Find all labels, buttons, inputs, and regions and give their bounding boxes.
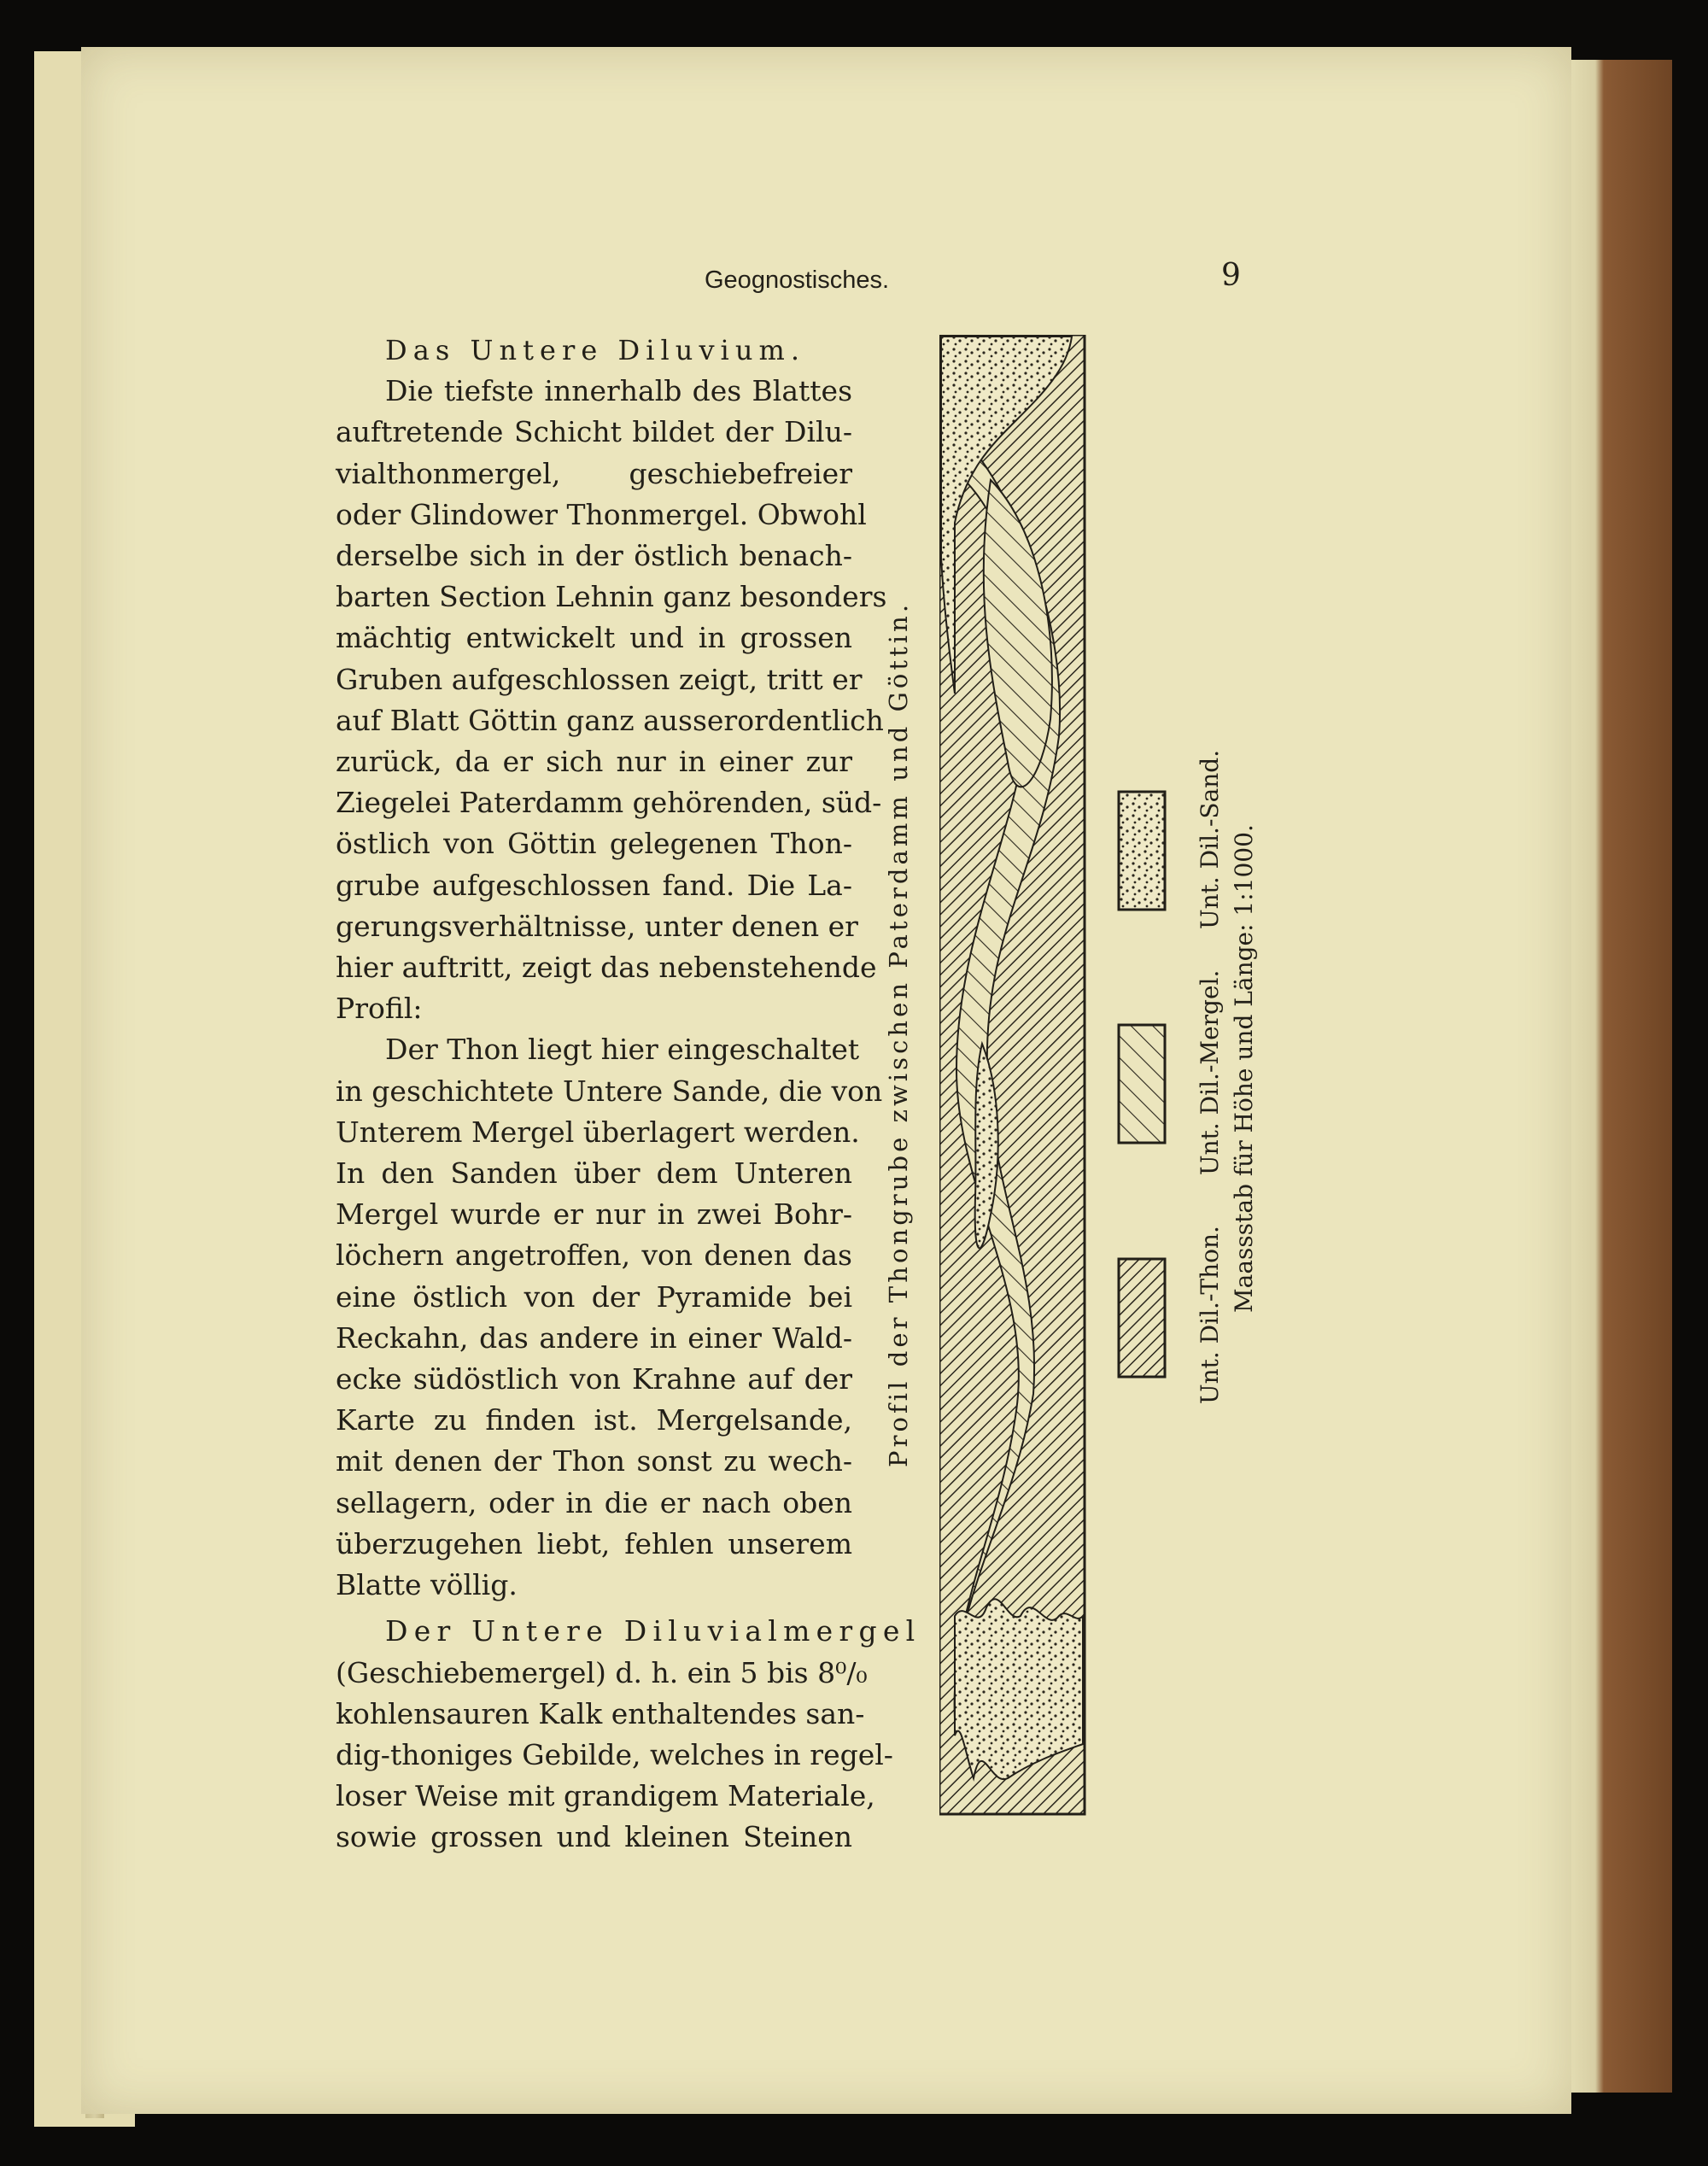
text-line: östlich von Göttin gelegenen Thon- — [336, 827, 852, 861]
text-line: eine östlich von der Pyramide bei — [336, 1279, 852, 1314]
text-line: Der Untere Diluvialmergel — [385, 1614, 921, 1648]
text-line: löchern angetroffen, von denen das — [336, 1238, 852, 1273]
text-line: Blatte völlig. — [336, 1568, 518, 1602]
text-line: auf Blatt Göttin ganz ausserordentlich — [336, 703, 884, 737]
legend-thon-label: Unt. Dil.-Thon. — [1196, 1226, 1224, 1404]
text-line: derselbe sich in der östlich benach- — [336, 539, 852, 573]
text-line: ecke südöstlich von Krahne auf der — [336, 1362, 852, 1396]
text-line: Die tiefste innerhalb des Blattes — [385, 374, 852, 408]
text-line: (Geschiebemergel) d. h. ein 5 bis 8⁰/₀ — [336, 1655, 868, 1689]
text-line: Unterem Mergel überlagert werden. — [336, 1115, 860, 1149]
text-line: Profil: — [336, 992, 423, 1026]
text-line: in geschichtete Untere Sande, die von — [336, 1074, 883, 1108]
legend-sand-label: Unt. Dil.-Sand. — [1196, 749, 1224, 929]
text-line: Ziegelei Paterdamm gehörenden, süd- — [336, 786, 882, 820]
legend-thon-swatch — [1119, 1259, 1165, 1377]
text-line: grube aufgeschlossen fand. Die La- — [336, 868, 852, 902]
page-number: 9 — [1221, 258, 1241, 293]
section-heading: Das Untere Diluvium. — [385, 334, 806, 366]
text-line: hier auftritt, zeigt das nebenstehende — [336, 951, 877, 985]
legend-mergel-label: Unt. Dil.-Mergel. — [1196, 969, 1224, 1175]
text-line: kohlensauren Kalk enthaltendes san- — [336, 1696, 865, 1730]
text-line: Karte zu finden ist. Mergelsande, — [336, 1403, 852, 1437]
text-line: gerungsverhältnisse, unter denen er — [336, 909, 858, 943]
book-cover-edge — [1570, 60, 1672, 2093]
text-line: Der Thon liegt hier eingeschaltet — [385, 1033, 860, 1067]
text-line: auftretende Schicht bildet der Dilu- — [336, 415, 852, 449]
text-line: dig-thoniges Gebilde, welches in regel- — [336, 1737, 893, 1771]
text-line: sellagern, oder in die er nach oben — [336, 1485, 852, 1519]
text-line: zurück, da er sich nur in einer zur — [336, 745, 852, 779]
text-line: barten Section Lehnin ganz besonders — [336, 580, 887, 614]
text-line: Mergel wurde er nur in zwei Bohr- — [336, 1197, 852, 1232]
legend-sand-swatch — [1119, 792, 1165, 910]
text-line: mit denen der Thon sonst zu wech- — [336, 1444, 852, 1478]
figure-caption: Profil der Thongrube zwischen Paterdamm und Göttin. — [884, 600, 913, 1467]
text-line: sowie grossen und kleinen Steinen — [336, 1820, 852, 1854]
text-line: überzugehen liebt, fehlen unserem — [336, 1526, 852, 1560]
text-line: oder Glindower Thonmergel. Obwohl — [336, 497, 867, 531]
running-header: Geognostisches. — [705, 266, 890, 294]
text-line: In den Sanden über dem Unteren — [336, 1156, 852, 1191]
scale-label: Maassstab für Höhe und Länge: 1:1000. — [1230, 824, 1258, 1313]
text-line: loser Weise mit grandigem Materiale, — [336, 1779, 875, 1813]
text-line: mächtig entwickelt und in grossen — [336, 621, 852, 655]
text-line: vialthonmergel, geschiebefreier — [336, 456, 852, 490]
text-line: Gruben aufgeschlossen zeigt, tritt er — [336, 662, 863, 696]
text-line: Reckahn, das andere in einer Wald- — [336, 1320, 852, 1355]
legend-mergel-swatch — [1119, 1025, 1165, 1143]
